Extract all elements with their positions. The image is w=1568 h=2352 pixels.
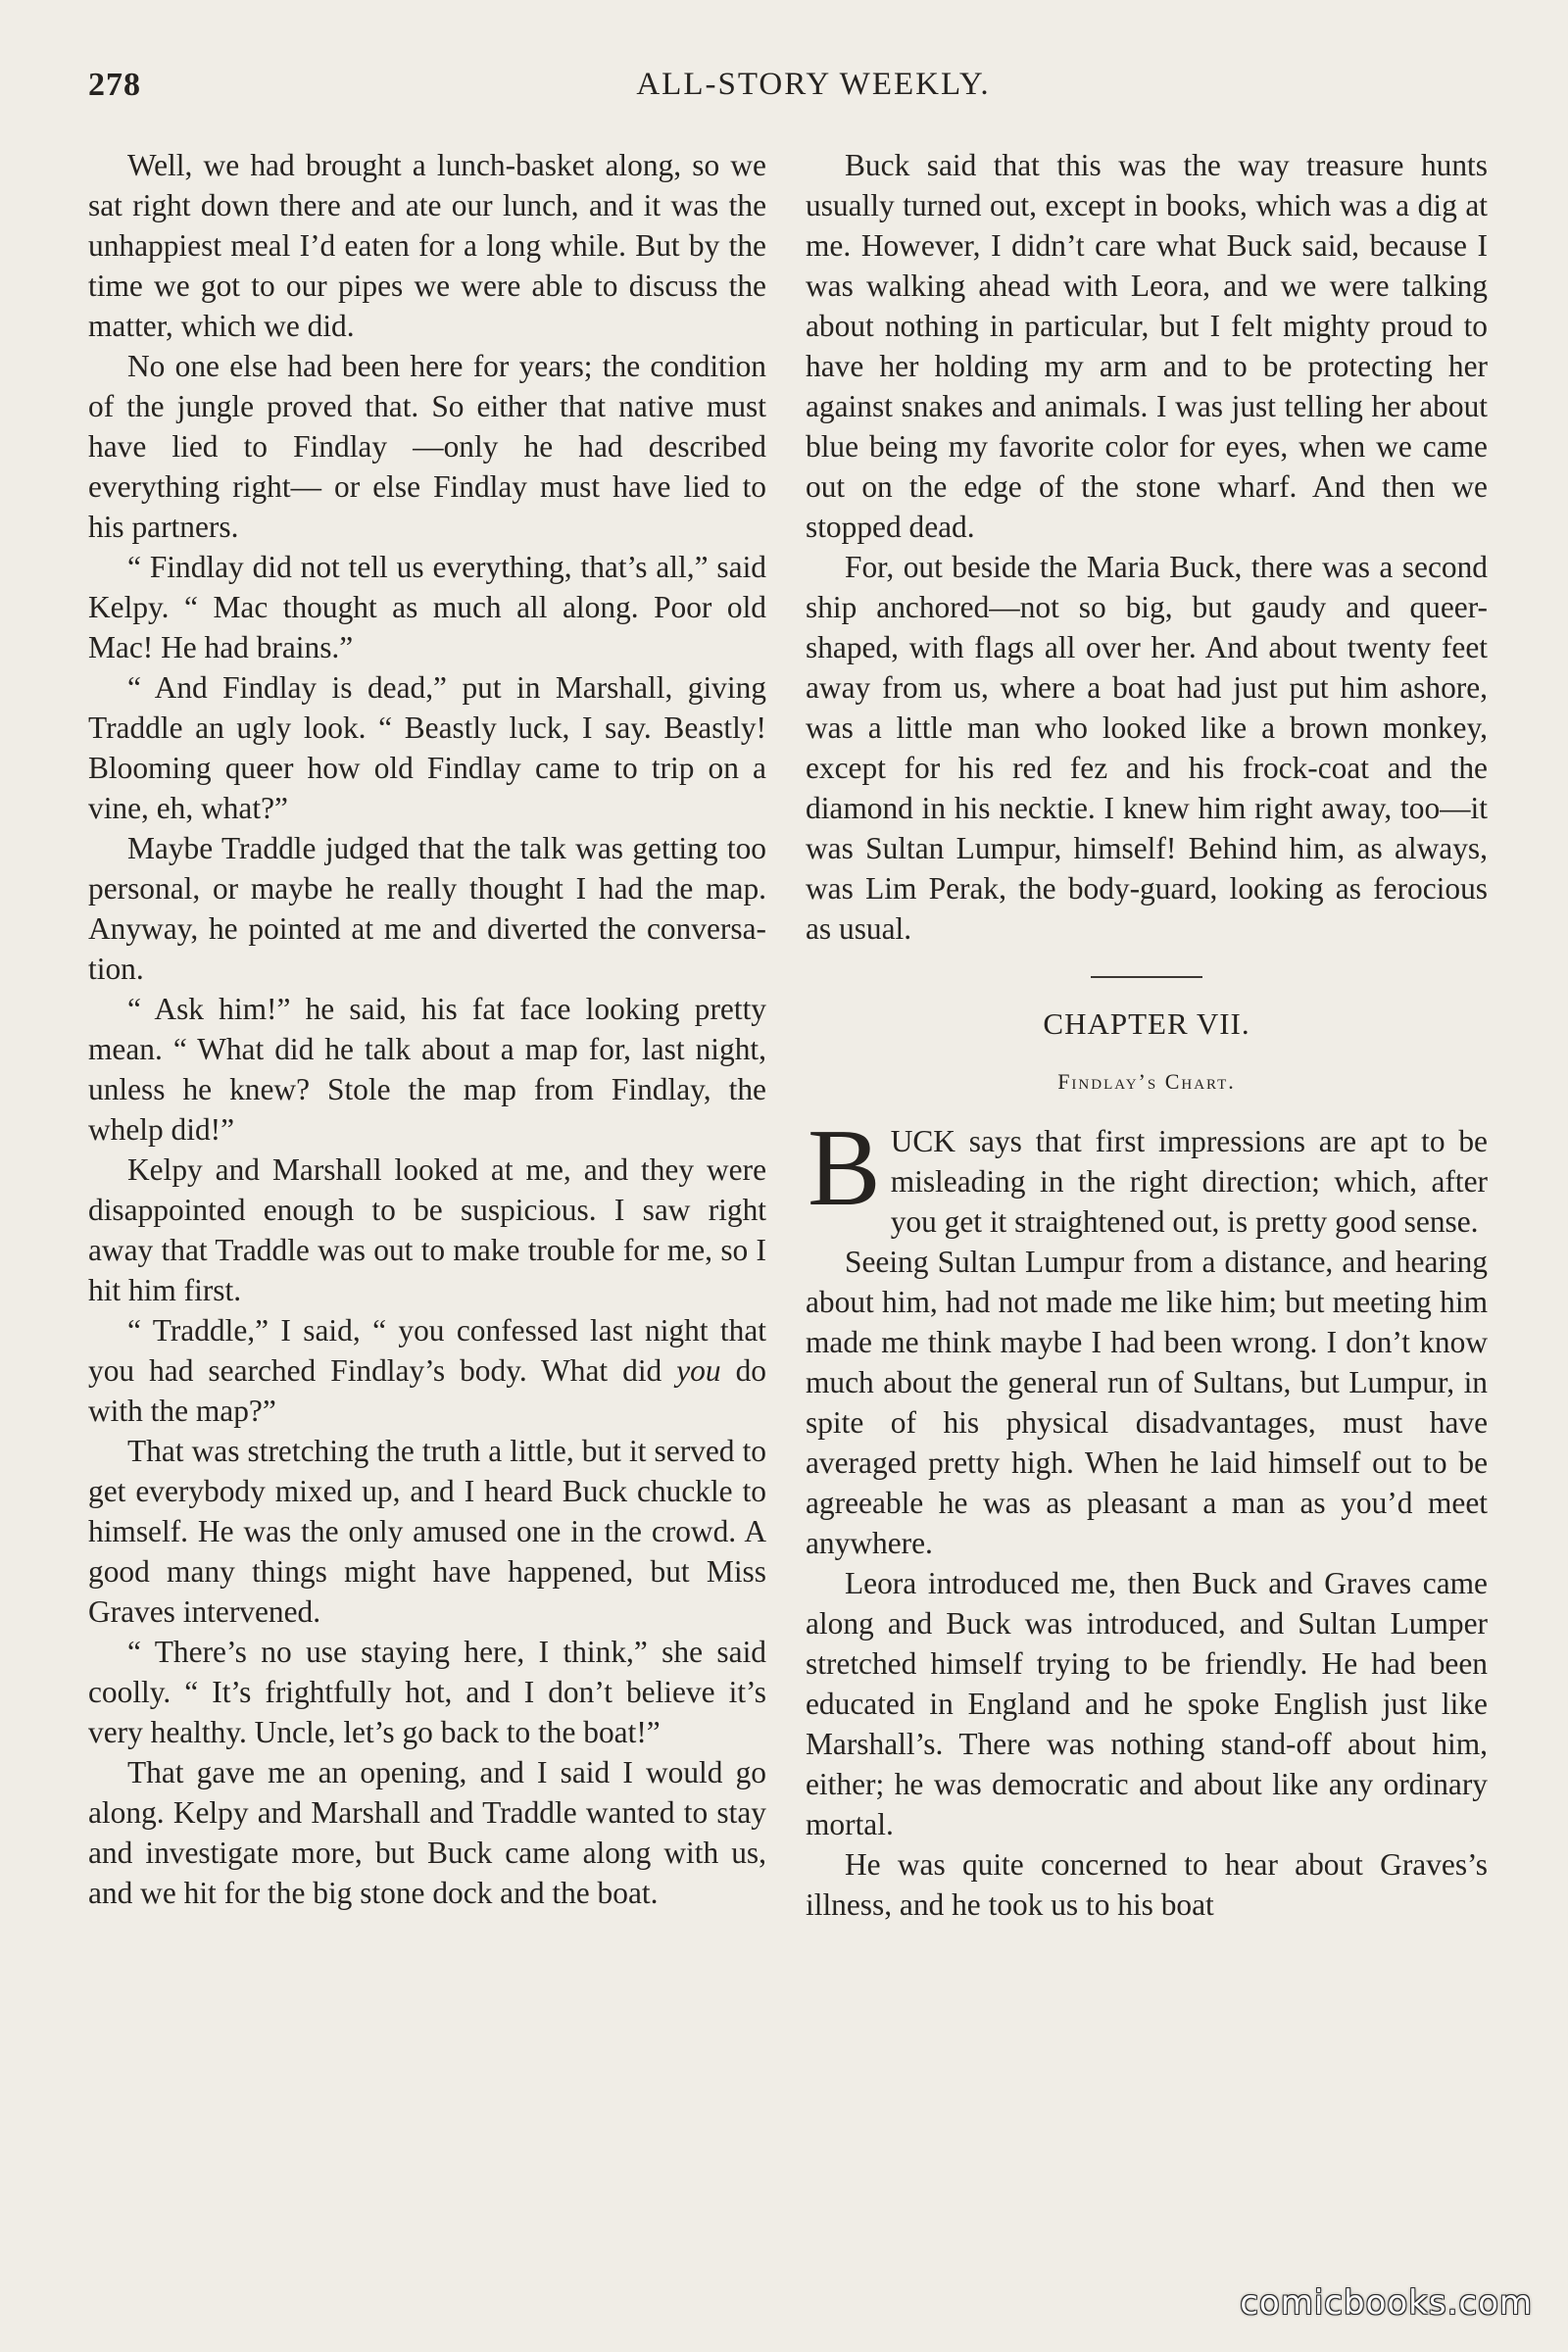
italic-text: you	[676, 1353, 721, 1388]
paragraph: “ Findlay did not tell us everything, that’s all,” said Kelpy. “ Mac thought as much all along. Poor old Mac! He had brains.”	[88, 550, 766, 664]
page-number: 278	[88, 67, 141, 103]
paragraph: Seeing Sultan Lumpur from a distance, and hearing about him, had not made me like him; but meeting him made me think maybe I had been wrong. I don’t know much about the general run of Sultans, but Lumpur, in spite of his physical disadvantages, must have averaged pretty high. When he laid himself out to be agreeable he was as pleasant a man as you’d meet anywhere.	[806, 1245, 1488, 1560]
page-header	[88, 67, 1480, 116]
chapter-opening-paragraph	[806, 1107, 1488, 1242]
paragraph: “ There’s no use staying here, I think,” she said coolly. “ It’s frightfully hot, and I don’t believe it’s very healthy. Uncle, let’s go back to the boat!”	[88, 1635, 766, 1749]
paragraph: For, out beside the Maria Buck, there was a second ship anchored—not so big, but gaudy and queer-shaped, with flags all over her. And about twenty feet away from us, where a boat had just put him ashore, was a little man who looked like a brown monkey, except for his red fez and his frock-coat and the diamond in his necktie. I knew him right away, too—it was Sultan Lumpur, himself! Behind him, as always, was Lim Perak, the body-guard, looking as ferocious as usual.	[806, 550, 1488, 946]
paragraph: Well, we had brought a lunch-basket along, so we sat right down there and ate our lunch, and it was the unhappiest meal I’d eaten for a long while. But by the time we got to our pipes we were able to discuss the matter, which we did.	[88, 148, 766, 343]
paragraph: No one else had been here for years; the condition of the jungle proved that. So either that native must have lied to Findlay —only he had described everything right— or else Findlay must have lied to his partners.	[88, 349, 766, 544]
chapter-subtitle: Findlay’s Chart.	[1057, 1069, 1236, 1094]
paragraph: “ Ask him!” he said, his fat face looking pretty mean. “ What did he talk about a map for, last night, unless he knew? Stole the map from Findlay, the whelp did!”	[88, 992, 766, 1147]
paragraph: He was quite concerned to hear about Graves’s illness, and he took us to his boat	[806, 1847, 1488, 1922]
text-span: UCK says that first impressions are apt to be misleading in the right direction; which, after you get it straightened out, is pretty good sense.	[890, 1124, 1488, 1239]
paragraph: Buck said that this was the way treasure hunts usually turned out, except in books, which was a dig at me. However, I didn’t care what Buck said, because I was walking ahead with Leora, and we were talking about nothing in particular, but I felt mighty proud to have her holding my arm and to be protecting her against snakes and animals. I was just telling her about blue being my favorite color for eyes, when we came out on the edge of the stone wharf. And then we stopped dead.	[806, 148, 1488, 544]
section-divider	[1091, 976, 1202, 978]
chapter-title: CHAPTER VII.	[1043, 1006, 1250, 1041]
text-span: “ Traddle,” I said, “ you confessed last night that you had searched Findlay’s body. What did	[88, 1313, 766, 1388]
paragraph: Kelpy and Marshall looked at me, and they were disappointed enough to be suspicious. I saw right away that Traddle was out to make trouble for me, so I hit him first.	[88, 1152, 766, 1307]
drop-cap: B	[808, 1107, 881, 1229]
paragraph: That gave me an opening, and I said I would go along. Kelpy and Marshall and Traddle wanted to stay and investigate more, but Buck came along with us, and we hit for the big stone dock and the boat.	[88, 1755, 766, 1910]
paragraph: “ And Findlay is dead,” put in Marshall, giving Traddle an ugly look. “ Beastly luck, I say. Beastly! Blooming queer how old Findlay came to trip on a vine, eh, what?”	[88, 670, 766, 825]
paragraph: Maybe Traddle judged that the talk was getting too personal, or maybe he really thought I had the map. Anyway, he pointed at me and diverted the conversation.	[88, 831, 766, 986]
paragraph	[88, 1310, 766, 1431]
paragraph: Leora introduced me, then Buck and Graves came along and Buck was introduced, and Sultan Lumper stretched himself trying to be friendly. He had been educated in England and he spoke English just like Marshall’s. There was nothing stand-off about him, either; he was democratic and about like any ordinary mortal.	[806, 1566, 1488, 1841]
left-column	[88, 145, 766, 1913]
text-span: do with the map?”	[88, 1353, 766, 1428]
right-column	[806, 145, 1488, 1925]
running-head: ALL-STORY WEEKLY.	[636, 67, 991, 102]
paragraph: That was stretching the truth a little, but it served to get everybody mixed up, and I heard Buck chuckle to himself. He was the only amused one in the crowd. A good many things might have happened, but Miss Graves intervened.	[88, 1434, 766, 1629]
watermark: comicbooks.com	[1240, 2283, 1533, 2323]
